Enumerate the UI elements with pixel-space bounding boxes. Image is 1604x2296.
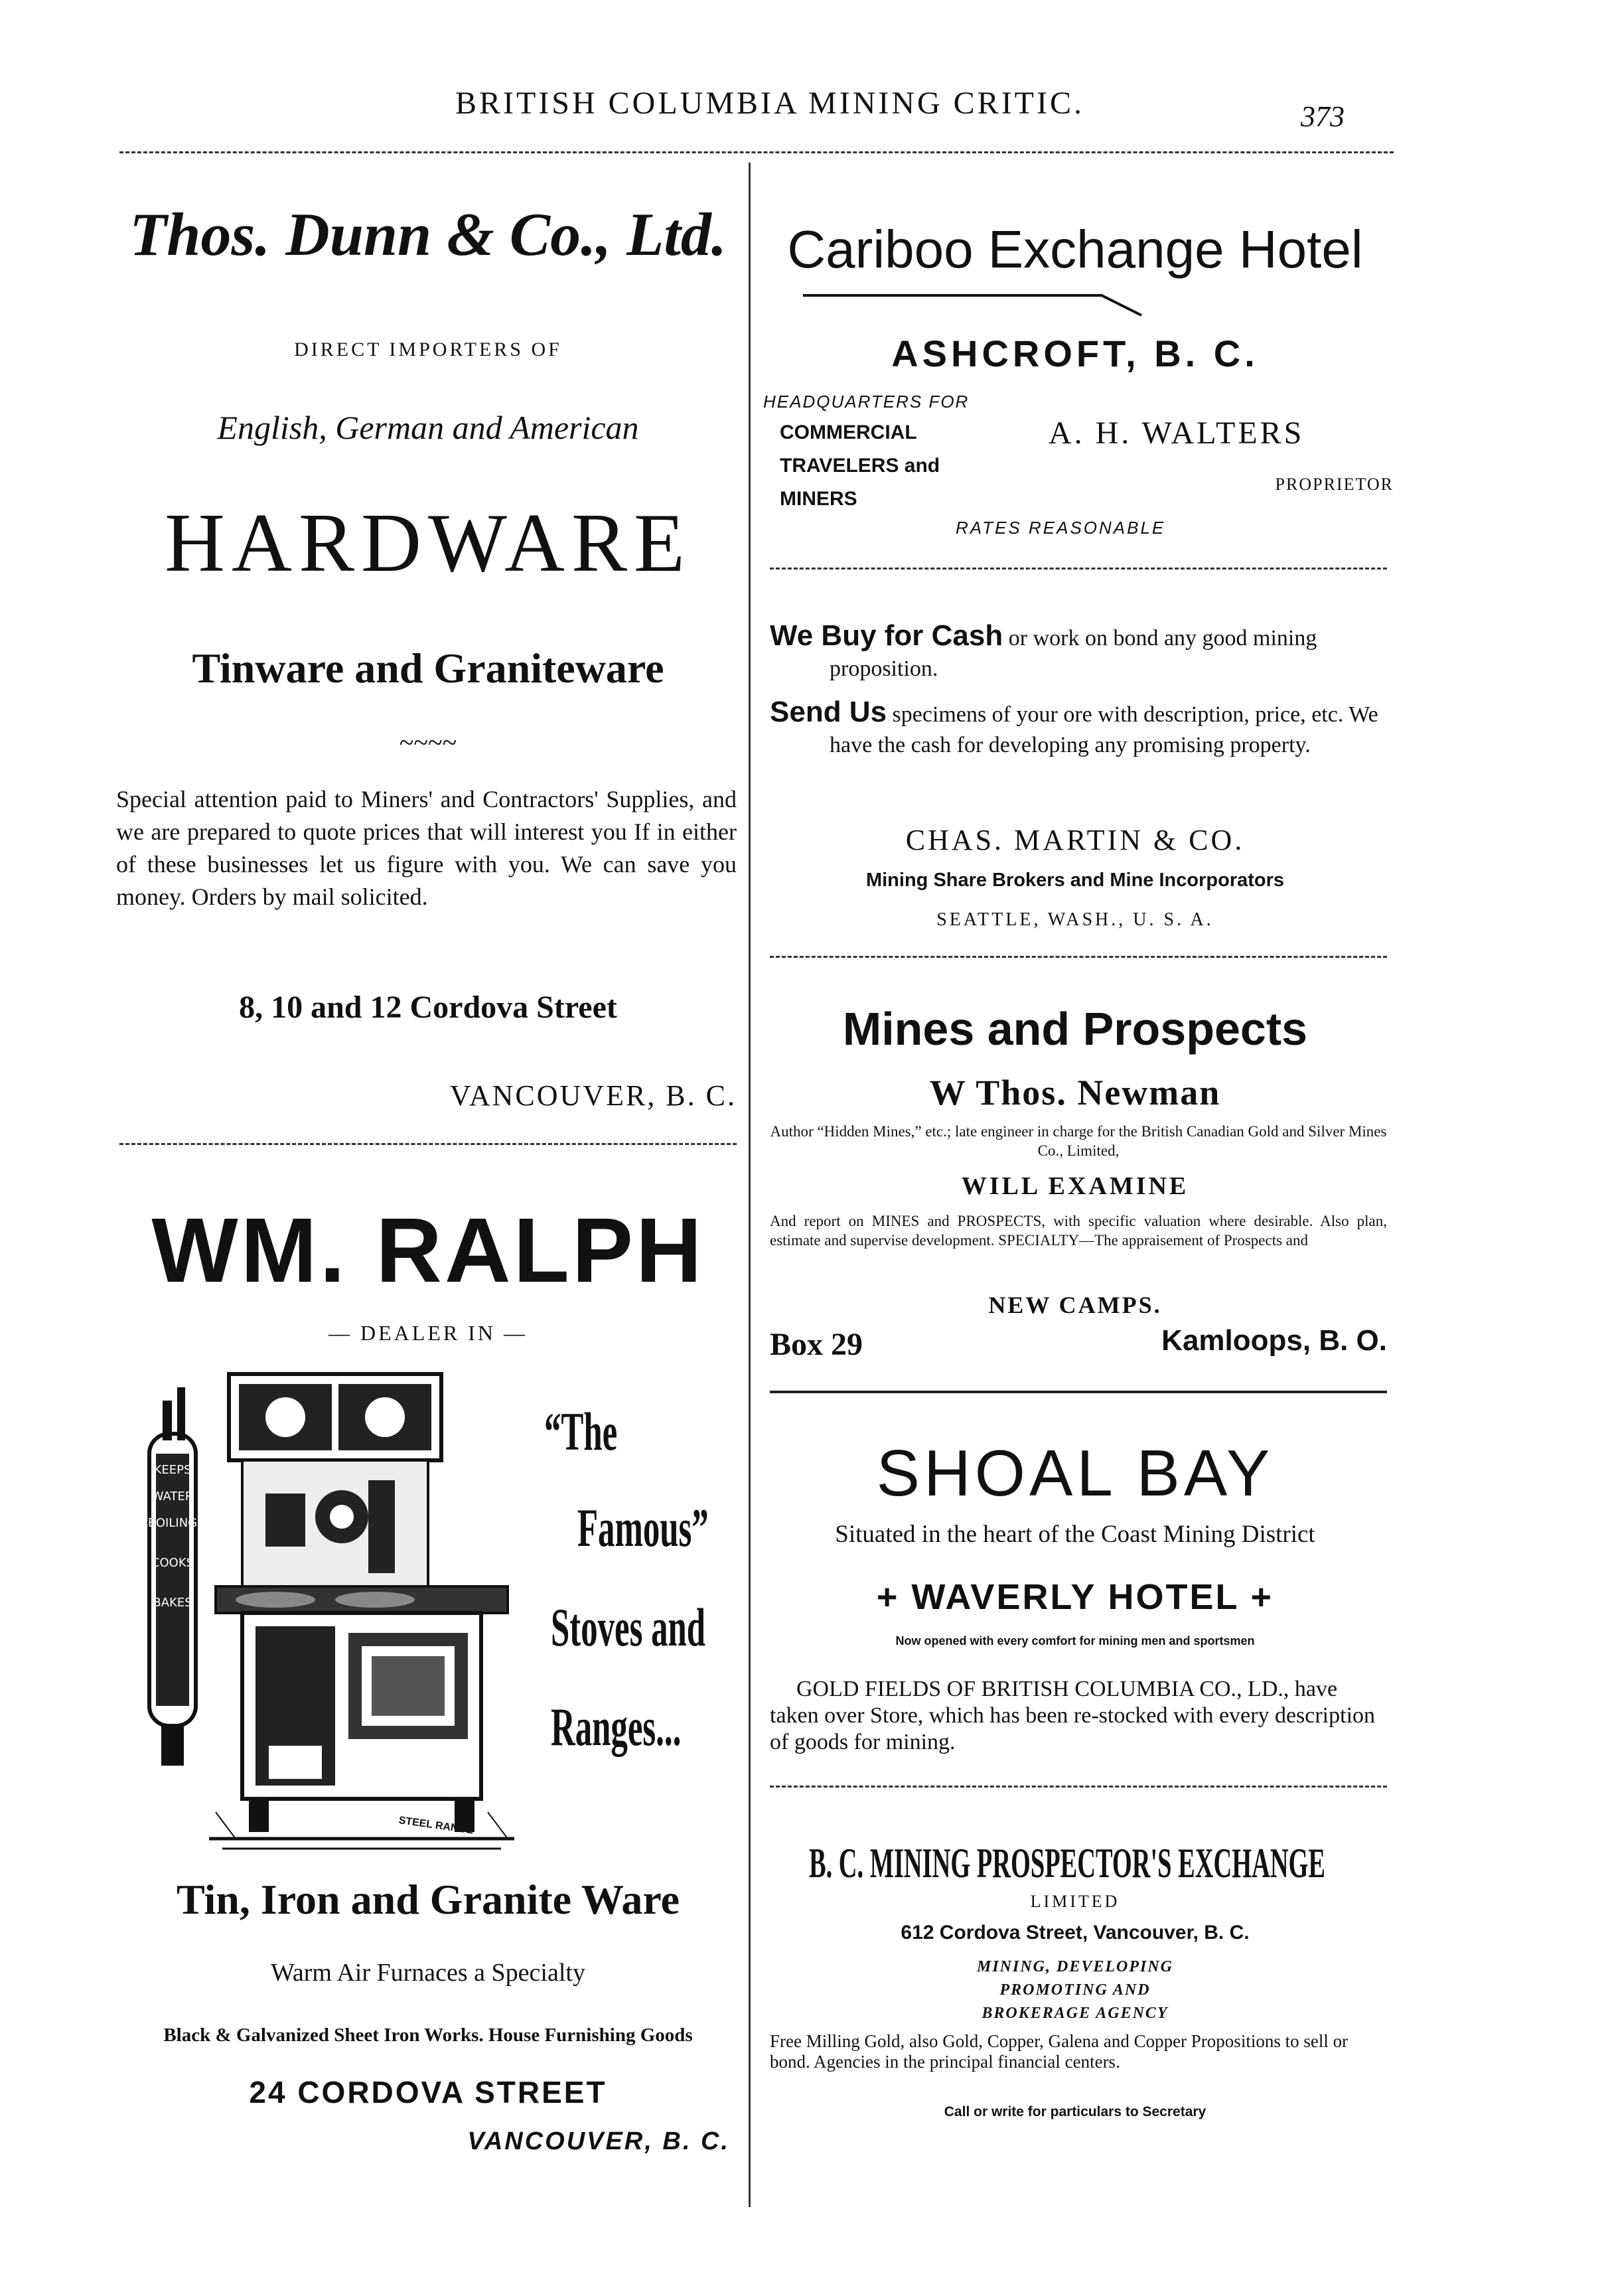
martin-buy <box>770 621 1394 684</box>
stove-label: STEEL RANGE <box>398 1814 474 1837</box>
svg-text:BOILING: BOILING <box>147 1516 198 1530</box>
ralph-line1: “The <box>544 1401 618 1462</box>
dunn-address: 8, 10 and 12 Cordova Street <box>239 990 617 1025</box>
shoal-sub: Situated in the heart of the Coast Mining District <box>835 1521 1315 1548</box>
svg-text:COOKS: COOKS <box>151 1556 194 1570</box>
dunn-hardware: HARDWARE <box>165 497 692 589</box>
martin-city: SEATTLE, WASH., U. S. A. <box>936 909 1214 930</box>
cariboo-travelers: TRAVELERS and <box>780 455 940 477</box>
cariboo-proprietor: PROPRIETOR <box>1275 475 1394 494</box>
cariboo-commercial: COMMERCIAL <box>780 421 917 443</box>
newman-camps: NEW CAMPS. <box>988 1292 1162 1318</box>
martin-tagline: Mining Share Brokers and Mine Incorporators <box>865 870 1285 891</box>
cariboo-owner: A. H. WALTERS <box>1049 416 1305 451</box>
svg-text:KEEPS: KEEPS <box>153 1463 192 1477</box>
svg-text:WATER: WATER <box>151 1490 194 1503</box>
exchange-line1: MINING, DEVELOPING <box>976 1958 1174 1975</box>
ralph-city: VANCOUVER, B. C. <box>467 2127 730 2155</box>
dunn-title: Thos. Dunn & Co., Ltd. <box>129 200 727 268</box>
running-title: BRITISH COLUMBIA MINING CRITIC. <box>455 86 1084 121</box>
martin-text2: specimens of your ore with description, price, etc. We have the cash for developing any promising property. <box>830 702 1378 757</box>
right-rule-3 <box>770 1391 1387 1393</box>
ralph-line2: Famous” <box>577 1497 709 1558</box>
ralph-line4: Ranges... <box>551 1697 682 1757</box>
dunn-city: VANCOUVER, B. C. <box>449 1079 737 1112</box>
shoal-title: SHOAL BAY <box>876 1436 1274 1509</box>
dunn-body: Special attention paid to Miners' and Contractors' Supplies, and we are prepared to quote prices that will interest you If in either of these businesses let us figure with you. We can save you money. Orders by mail solicited. <box>116 786 737 910</box>
cariboo-miners: MINERS <box>780 488 857 510</box>
martin-text1: or work on bond any good mining proposition. <box>830 626 1317 681</box>
newman-title: Mines and Prospects <box>842 1003 1308 1055</box>
right-rule-2 <box>770 956 1387 958</box>
shoal-body: GOLD FIELDS OF BRITISH COLUMBIA CO., LD., have taken over Store, which has been re-stocked with every description of goods for mining. <box>770 1677 1376 1754</box>
left-rule-1 <box>119 1143 737 1145</box>
martin-lead1: We Buy for Cash <box>770 619 1003 652</box>
exchange-line3: BROKERAGE AGENCY <box>982 2005 1169 2022</box>
exchange-call: Call or write for particulars to Secretary <box>944 2104 1206 2119</box>
martin-name: CHAS. MARTIN & CO. <box>905 824 1245 856</box>
shoal-hotel: + WAVERLY HOTEL + <box>876 1577 1274 1617</box>
dunn-subtitle: DIRECT IMPORTERS OF <box>294 339 562 360</box>
ralph-works: Black & Galvanized Sheet Iron Works. House Furnishing Goods <box>163 2025 693 2046</box>
ralph-address: 24 CORDOVA STREET <box>249 2075 607 2109</box>
ralph-line3: Stoves and <box>551 1597 706 1657</box>
exchange-title: B. C. MINING PROSPECTOR'S EXCHANGE <box>808 1839 1326 1886</box>
cariboo-location: ASHCROFT, B. C. <box>891 333 1259 374</box>
martin-lead2: Send Us <box>770 696 887 728</box>
martin-send <box>770 697 1394 761</box>
right-rule-4 <box>770 1786 1387 1788</box>
cariboo-underline <box>796 289 1168 322</box>
cariboo-rates: RATES REASONABLE <box>956 518 1166 538</box>
exchange-line2: PROMOTING AND <box>999 1981 1151 1999</box>
ralph-dealer: — DEALER IN — <box>328 1321 528 1345</box>
svg-text:BAKES: BAKES <box>153 1596 192 1610</box>
newman-examine: WILL EXAMINE <box>961 1172 1189 1200</box>
column-divider <box>749 163 751 2207</box>
exchange-body: Free Milling Gold, also Gold, Copper, Galena and Copper Propositions to sell or bond. Agencies in the principal financial centers. <box>770 2031 1349 2072</box>
ralph-products: Tin, Iron and Granite Ware <box>176 1876 680 1923</box>
ralph-furnaces: Warm Air Furnaces a Specialty <box>271 1959 585 1987</box>
page-number: 373 <box>1301 100 1345 133</box>
dunn-ornament: ~~~~ <box>399 727 457 757</box>
ralph-title: WM. RALPH <box>151 1199 705 1302</box>
dunn-products: Tinware and Graniteware <box>192 645 664 692</box>
header-rule <box>119 151 1394 153</box>
newman-body: And report on MINES and PROSPECTS, with specific valuation where desirable. Also plan, estimate and supervise development. SPECIALTY—The appraisement of Prospects and <box>770 1213 1387 1249</box>
newman-city: Kamloops, B. O. <box>1161 1324 1387 1357</box>
newman-bio: Author “Hidden Mines,” etc.; late engineer in charge for the British Canadian Gold and Silver Mines Co., Limited, <box>770 1123 1387 1159</box>
right-rule-1 <box>770 568 1387 570</box>
cariboo-title: Cariboo Exchange Hotel <box>787 220 1363 279</box>
shoal-opened: Now opened with every comfort for mining men and sportsmen <box>895 1634 1255 1647</box>
dunn-origins: English, German and American <box>217 409 639 446</box>
stove-illustration <box>143 1347 514 1852</box>
exchange-address: 612 Cordova Street, Vancouver, B. C. <box>901 1922 1250 1944</box>
exchange-limited: LIMITED <box>1030 1892 1120 1911</box>
cariboo-hq: HEADQUARTERS FOR <box>763 392 970 412</box>
newman-box: Box 29 <box>770 1327 863 1362</box>
newman-name: W Thos. Newman <box>929 1073 1221 1112</box>
